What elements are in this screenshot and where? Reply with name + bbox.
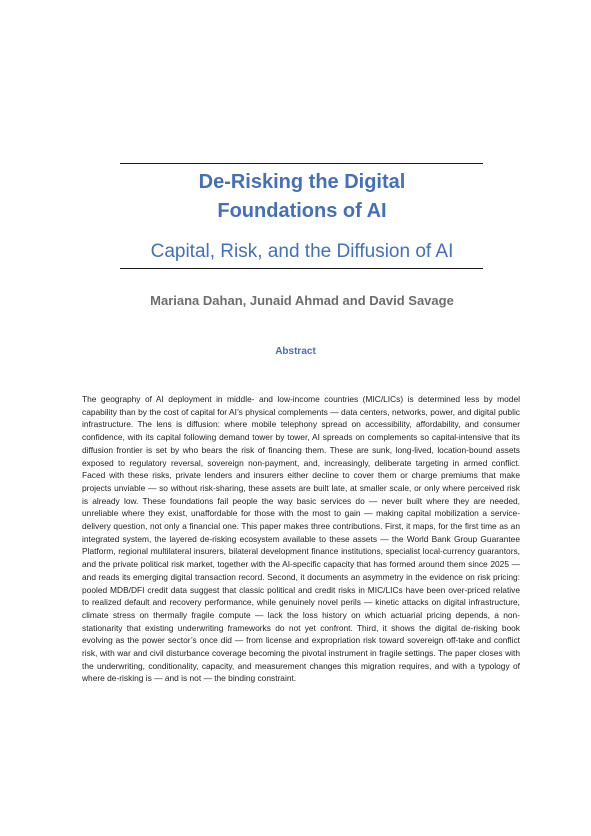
paper-title-text: De-Risking the Digital Foundations of AI — [198, 171, 406, 222]
abstract-heading: Abstract — [275, 346, 316, 357]
title-rule-top — [120, 163, 483, 164]
author-list: Mariana Dahan, Junaid Ahmad and David Savage — [150, 293, 454, 308]
abstract-body: The geography of AI deployment in middle- and low-income countries (MIC/LICs) is determined less by model capability than by the cost of capital for AI’s physical complements — data centers, networks, power, and digital public infrastructure. The lens is diffusion: where mobile telephony spread on accessibility, affordability, and consumer confidence, with its capital following demand tower by tower, AI spreads on complements so capital-intensive that its diffusion frontier is set by who bears the risk of financing them. These are sunk, long-lived, location-bound assets exposed to regulatory reversal, sovereign non-payment, and, increasingly, deliberate targeting in armed conflict. Faced with these risks, private lenders and insurers either decline to cover them or charge premiums that make projects unviable — so without risk-sharing, these assets are built late, at smaller scale, or only where perceived risk is already low. These foundations fail people the way basic services do — never built where they are needed, unreliable where they exist, unaffordable for those with the most to gain — making capital mobilization a service-delivery question, not only a financial one. This paper makes three contributions. First, it maps, for the first time as an integrated system, the layered de-risking ecosystem available to these assets — the World Bank Group Guarantee Platform, regional multilateral insurers, bilateral development finance institutions, specialist local-currency guarantors, and the private political risk market, together with the AI-specific capacity that has formed around them since 2025 — and reads its emerging digital transaction record. Second, it documents an asymmetry in the evidence on risk pricing: pooled MDB/DFI credit data suggest that classic political and credit risks in MIC/LICs have been over-priced relative to realized default and recovery performance, while genuinely novel perils — kinetic attacks on digital infrastructure, climate stress on thermally fragile compute — lack the loss history on which actuarial pricing depends, a non-stationarity that existing underwriting frameworks do not yet confront. Third, it shows the digital de-risking book evolving as the power sector’s once did — from license and expropriation risk toward sovereign off-take and conflict risk, with war and civil disturbance coverage becoming the pivotal instrument in fragile settings. The paper closes with the underwriting, conditionality, capacity, and measurement changes this migration requires, and with a typology of where de-risking is — and is not — the binding constraint. — [82, 394, 520, 684]
paper-subtitle: Capital, Risk, and the Diffusion of AI — [150, 241, 454, 262]
paper-title — [0, 168, 591, 226]
title-rule-bottom — [120, 268, 483, 269]
